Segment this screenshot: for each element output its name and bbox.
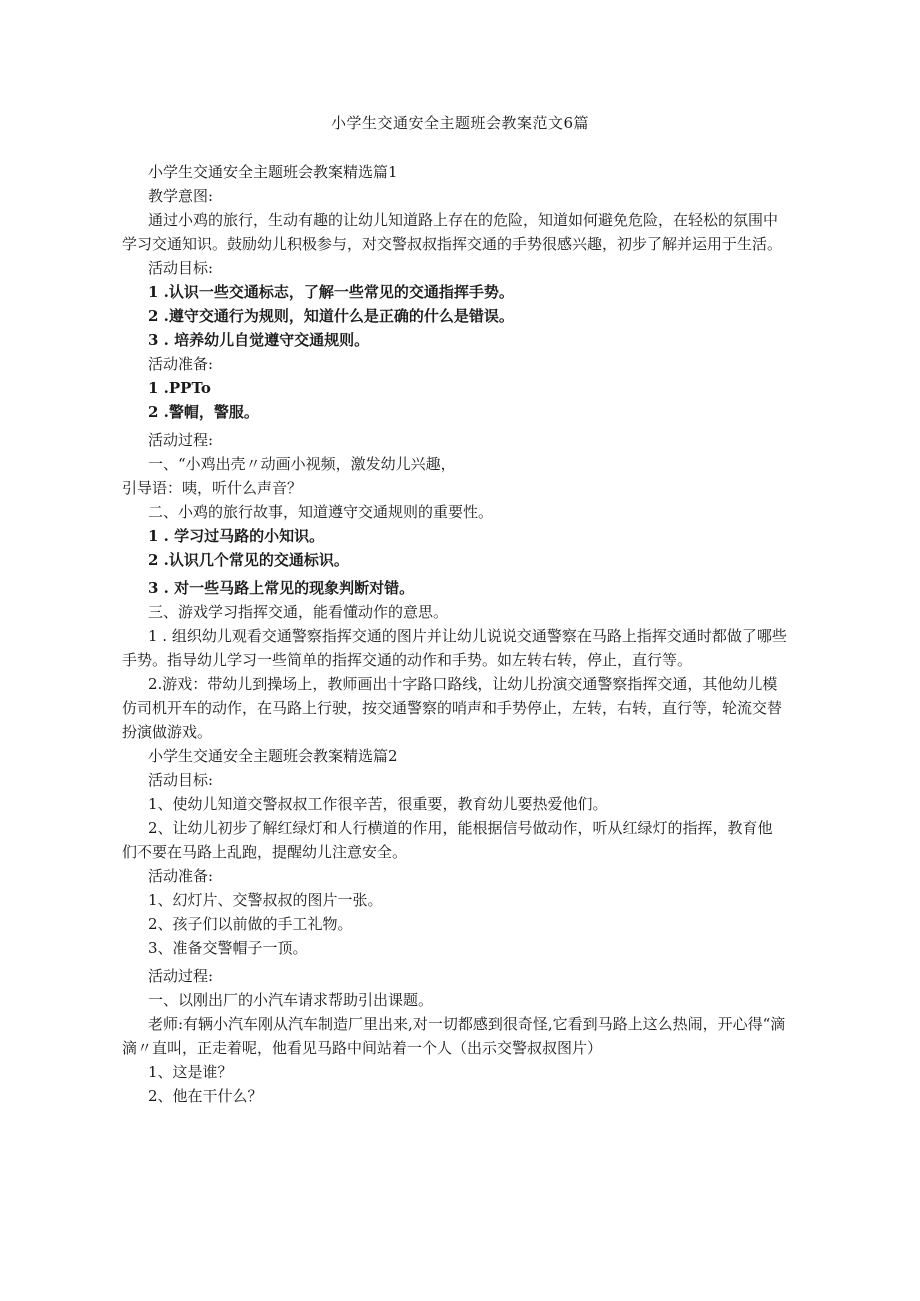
- list-item: 2 .认识几个常见的交通标识。: [148, 551, 349, 569]
- document-body: [122, 160, 787, 1108]
- paragraph: 二、小鸡的旅行故事，知道遵守交通规则的重要性。: [148, 503, 494, 521]
- paragraph: 老师:有辆小汽车刚从汽车制造厂里出来,对一切都感到很奇怪,它看到马路上这么热闹，开心得“滴滴〃直叫，正走着呢，他看见马路中间站着一个人（出示交警叔叔图片）: [122, 1015, 786, 1057]
- list-item: 2 .遵守交通行为规则，知道什么是正确的什么是错误。: [148, 307, 514, 325]
- list-item: 1、幻灯片、交警叔叔的图片一张。: [148, 891, 383, 909]
- paragraph: 教学意图:: [148, 187, 214, 205]
- list-item: 2、让幼儿初步了解红绿灯和人行横道的作用，能根据信号做动作，听从红绿灯的指挥，教育他们不要在马路上乱跑，提醒幼儿注意安全。: [122, 819, 773, 861]
- paragraph: 一、以刚出厂的小汽车请求帮助引出课题。: [148, 991, 434, 1009]
- list-item: 3、准备交警帽子一顶。: [148, 939, 308, 957]
- paragraph: 活动目标:: [148, 771, 214, 789]
- paragraph: 1 . 组织幼儿观看交通警察指挥交通的图片并让幼儿说说交通警察在马路上指挥交通时都做了哪些手势。指导幼儿学习一些简单的指挥交通的动作和手势。如左转右转，停止，直行等。: [122, 627, 787, 669]
- paragraph: 活动过程:: [148, 967, 214, 985]
- paragraph: 活动准备:: [148, 867, 214, 885]
- paragraph: 活动目标:: [148, 259, 214, 277]
- paragraph: 活动过程:: [148, 431, 214, 449]
- list-item: 3 . 对一些马路上常见的现象判断对错。: [148, 579, 415, 597]
- paragraph: 三、游戏学习指挥交通，能看懂动作的意思。: [148, 603, 449, 621]
- section-heading-1: 小学生交通安全主题班会教案精选篇1: [148, 163, 398, 181]
- list-item: 1 .PPTo: [148, 379, 211, 397]
- list-item: 2、他在干什么？: [148, 1087, 263, 1105]
- paragraph: 引导语：咦，听什么声音？: [122, 479, 303, 497]
- list-item: 1 .认识一些交通标志，了解一些常见的交通指挥手势。: [148, 283, 514, 301]
- document-title: 小学生交通安全主题班会教案范文6篇: [330, 114, 590, 132]
- section-heading-2: 小学生交通安全主题班会教案精选篇2: [148, 747, 398, 765]
- list-item: 3 . 培养幼儿自觉遵守交通规则。: [148, 331, 370, 349]
- list-item: 2 .警帽，警服。: [148, 403, 259, 421]
- list-item: 1、这是谁？: [148, 1063, 233, 1081]
- paragraph: 2.游戏：带幼儿到操场上，教师画出十字路口路线，让幼儿扮演交通警察指挥交通，其他幼儿模仿司机开车的动作，在马路上行驶，按交通警察的哨声和手势停止，左转，右转，直行等，轮流交替扮演做游戏。: [122, 675, 783, 741]
- paragraph: 通过小鸡的旅行，生动有趣的让幼儿知道路上存在的危险，知道如何避免危险，在轻松的氛围中学习交通知识。鼓励幼儿积极参与，对交警叔叔指挥交通的手势很感兴趣，初步了解并运用于生活。: [122, 211, 783, 253]
- list-item: 2、孩子们以前做的手工礼物。: [148, 915, 353, 933]
- list-item: 1、使幼儿知道交警叔叔工作很辛苦，很重要，教育幼儿要热爱他们。: [148, 795, 608, 813]
- paragraph: 一、“小鸡出壳〃动画小视频，激发幼儿兴趣，: [148, 455, 456, 473]
- paragraph: 活动准备:: [148, 355, 214, 373]
- list-item: 1 . 学习过马路的小知识。: [148, 527, 325, 545]
